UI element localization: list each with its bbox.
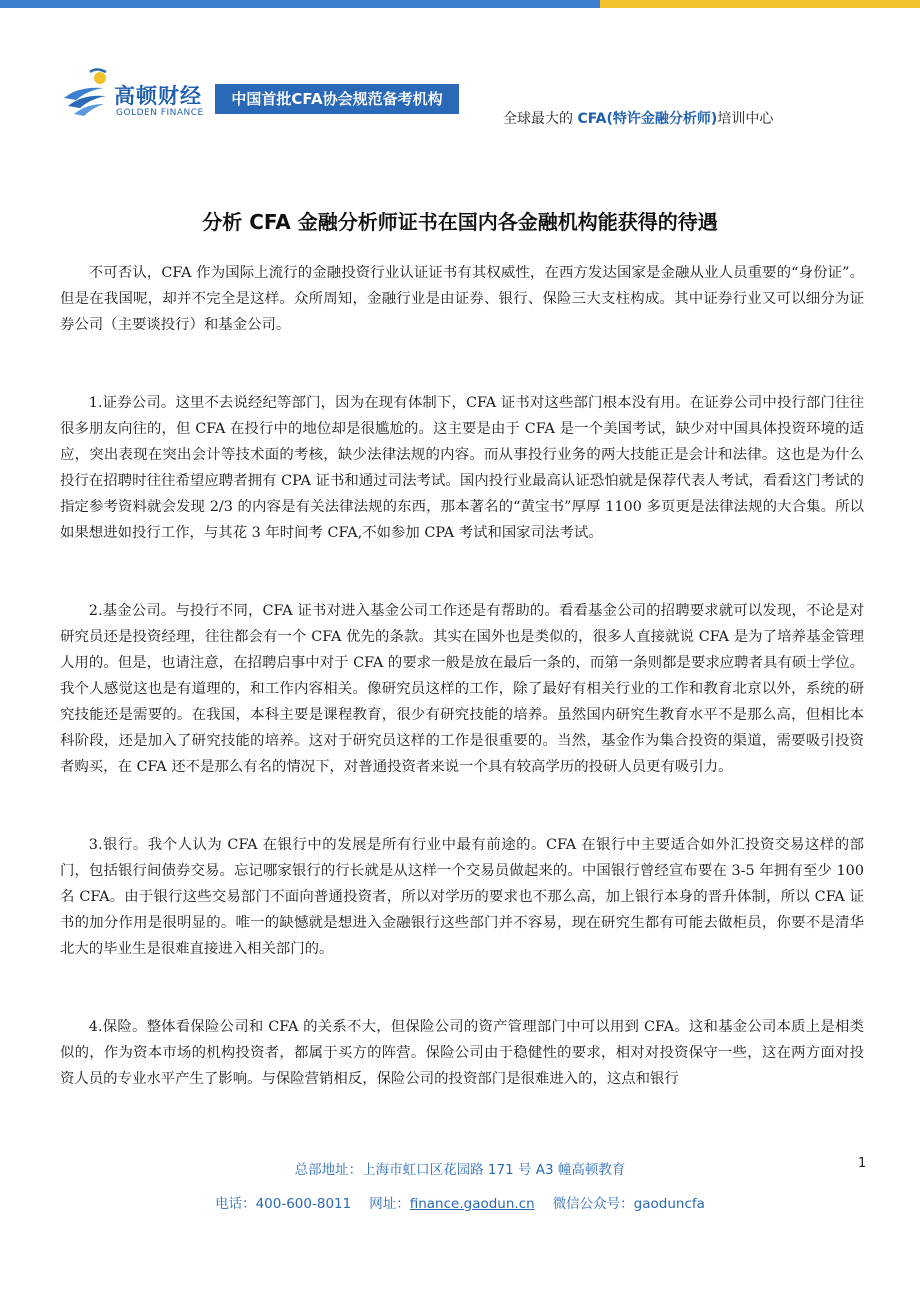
tagline-prefix: 全球最大的: [503, 111, 578, 127]
footer-website-link[interactable]: finance.gaodun.cn: [409, 1196, 535, 1212]
paragraph-funds: 2.基金公司。与投行不同，CFA 证书对进入基金公司工作还是有帮助的。看看基金公司的招聘要求就可以发现，不论是对研究员还是投资经理，往往都会有一个 CFA 优先的条款。其实在国外也是类似的，很多人直接就说 CFA 是为了培养基金管理人用的。但是，也请注意，在招聘启事中对于 CFA 的要求一般是放在最后一条的，而第一条则都是要求应聘者具有硕士学位。我个人感觉这也是有道理的，和工作内容相关。像研究员这样的工作，除了最好有相关行业的工作和教育北京以外，系统的研究技能还是需要的。在我国，本科主要是课程教育，很少有研究技能的培养。虽然国内研究生教育水平不是那么高，但相比本科阶段，还是加入了研究技能的培养。这对于研究员这样的工作是很重要的。当然，基金作为集合投资的渠道，需要吸引投资者购买，在 CFA 还不是那么有名的情况下，对普通投资者来说一个具有较高学历的投研人员更有吸引力。: [60, 603, 864, 775]
logo-english-name: GOLDEN FINANCE: [116, 108, 204, 118]
paragraph-securities: 1.证券公司。这里不去说经纪等部门，因为在现有体制下，CFA 证书对这些部门根本没有用。在证券公司中投行部门往往很多朋友向往的，但 CFA 在投行中的地位却是很尴尬的。这主要是由于 CFA 是一个美国考试，缺少对中国具体投资环境的适应，突出表现在突出会计等技术面的考核，缺少法律法规的内容。而从事投行业务的两大技能正是会计和法律。这也是为什么投行在招聘时往往希望应聘者拥有 CPA 证书和通过司法考试。国内投行业最高认证恐怕就是保荐代表人考试，看看这门考试的指定参考资料就会发现 2/3 的内容是有关法律法规的东西，那本著名的“黄宝书”厚厚 1100 多页更是法律法规的大合集。所以如果想进如投行工作，与其花 3 年时间考 CFA,不如参加 CPA 考试和国家司法考试。: [60, 395, 864, 541]
footer-phone: 电话：400-600-8011: [215, 1196, 352, 1212]
footer-address: 总部地址：上海市虹口区花园路 171 号 A3 幢高顿教育: [294, 1162, 626, 1178]
document-body: [60, 260, 864, 1092]
document-title: 分析 CFA 金融分析师证书在国内各金融机构能获得的待遇: [202, 210, 718, 234]
footer-contact: [0, 1192, 920, 1212]
paragraph-intro: 不可否认，CFA 作为国际上流行的金融投资行业认证证书有其权威性，在西方发达国家是金融从业人员重要的“身份证”。但是在我国呢，却并不完全是这样。众所周知，金融行业是由证券、银行、保险三大支柱构成。其中证券行业又可以细分为证券公司（主要谈投行）和基金公司。: [60, 265, 864, 333]
top-bar-blue: [0, 0, 600, 8]
footer-wechat: 微信公众号：gaoduncfa: [552, 1196, 705, 1212]
logo-swoosh-icon: [60, 68, 112, 118]
golden-finance-logo: [60, 68, 210, 126]
paragraph-banks: 3.银行。我个人认为 CFA 在银行中的发展是所有行业中最有前途的。CFA 在银行中主要适合如外汇投资交易这样的部门，包括银行间债券交易。忘记哪家银行的行长就是从这样一个交易员做起来的。中国银行曾经宣布要在 3-5 年拥有至少 100 名 CFA。由于银行这些交易部门不面向普通投资者，所以对学历的要求也不那么高，加上银行本身的晋升体制，所以 CFA 证书的加分作用是很明显的。唯一的缺憾就是想进入金融银行这些部门并不容易，现在研究生都有可能去做柜员，你要不是清华北大的毕业生是很难直接进入相关部门的。: [60, 837, 864, 957]
header-tagline: [503, 108, 773, 128]
logo-chinese-name: 高顿财经: [114, 84, 202, 108]
tagline-highlight: CFA(特许金融分析师): [577, 111, 718, 127]
cfa-institution-badge: 中国首批CFA协会规范备考机构: [215, 84, 459, 114]
tagline-suffix: 培训中心: [717, 111, 774, 127]
top-bar-yellow: [600, 0, 920, 8]
paragraph-insurance: 4.保险。整体看保险公司和 CFA 的关系不大，但保险公司的资产管理部门中可以用到 CFA。这和基金公司本质上是相类似的，作为资本市场的机构投资者，都属于买方的阵营。保险公司由于稳健性的要求，相对对投资保守一些，这在两方面对投资人员的专业水平产生了影响。与保险营销相反，保险公司的投资部门是很难进入的，这点和银行: [60, 1019, 864, 1087]
footer-website-label: 网址：: [369, 1196, 410, 1212]
top-color-bar: [0, 0, 920, 8]
page-number: 1: [858, 1156, 867, 1171]
